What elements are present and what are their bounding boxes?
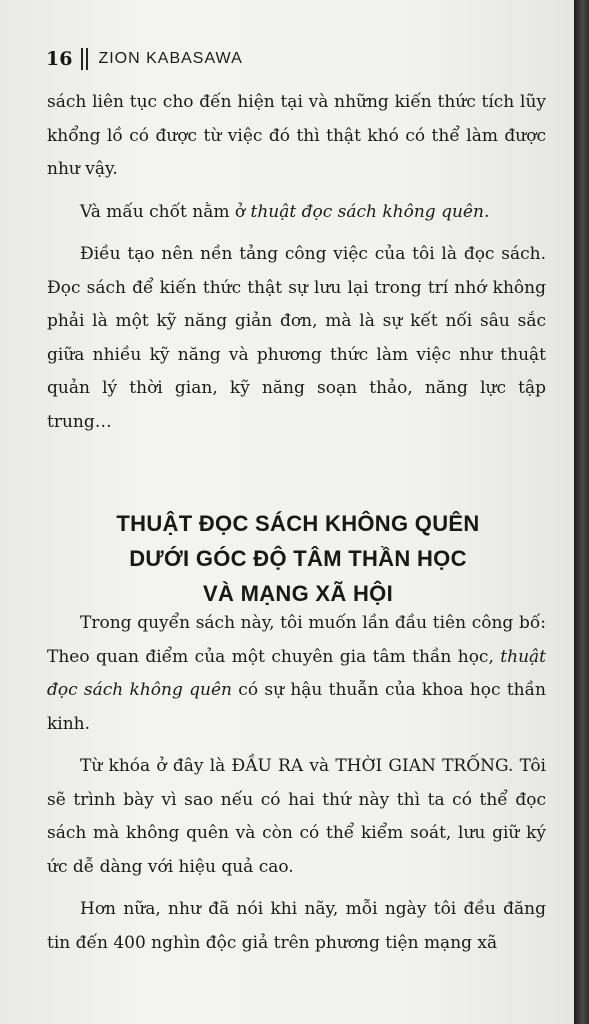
emphasis-book-technique: thuật đọc sách không quên — [250, 201, 484, 222]
text-block-intro — [47, 86, 546, 439]
header-divider — [81, 48, 88, 70]
paragraph-social-media: Hơn nữa, như đã nói khi nãy, mỗi ngày tôi đều đăng tin đến 400 nghìn độc giả trên phương tiện mạng xã — [47, 899, 546, 953]
paragraph-foundation: Điều tạo nên nền tảng công việc của tôi là đọc sách. Đọc sách để kiến thức thật sự lưu lại trong trí nhớ không phải là một kỹ năng giản đơn, mà là sự kết nối sâu sắc giữa nhiều kỹ năng và phương thức làm việc như thuật quản lý thời gian, kỹ năng soạn thảo, năng lực tập trung… — [47, 244, 546, 432]
section-heading — [60, 506, 536, 611]
paragraph-announcement — [47, 607, 546, 741]
page-number: 16 — [46, 48, 73, 70]
paragraph-key-point — [47, 196, 546, 230]
text-block-section — [47, 607, 546, 960]
section-heading-line: VÀ MẠNG XÃ HỘI — [203, 581, 393, 607]
paragraph-keywords: Từ khóa ở đây là ĐẦU RA và THỜI GIAN TRỐNG. Tôi sẽ trình bày vì sao nếu có hai thứ này thì ta có thể đọc sách mà không quên và còn có thể kiểm soát, lưu giữ ký ức dễ dàng với hiệu quả cao. — [47, 756, 546, 877]
paragraph-text: có sự hậu thuẫn của khoa học thần kinh. — [47, 680, 546, 734]
paragraph-text: Và mấu chốt nằm ở — [80, 201, 251, 222]
page-header — [46, 44, 243, 74]
emphasis-book-technique: thuật đọc sách không quên — [47, 646, 546, 700]
running-head-author: ZION KABASAWA — [98, 50, 243, 67]
paragraph-continued: sách liên tục cho đến hiện tại và những kiến thức tích lũy khổng lồ có được từ việc đó thì thật khó có thể làm được như vậy. — [47, 92, 546, 179]
section-heading-line: THUẬT ĐỌC SÁCH KHÔNG QUÊN — [116, 511, 480, 537]
paragraph-text: Trong quyển sách này, tôi muốn lần đầu tiên công bố: Theo quan điểm của một chuyên gia tâm thần học, — [47, 613, 546, 667]
paragraph-text: . — [483, 201, 490, 222]
page-edge-shadow — [574, 0, 589, 1024]
section-heading-line: DƯỚI GÓC ĐỘ TÂM THẦN HỌC — [129, 546, 467, 572]
